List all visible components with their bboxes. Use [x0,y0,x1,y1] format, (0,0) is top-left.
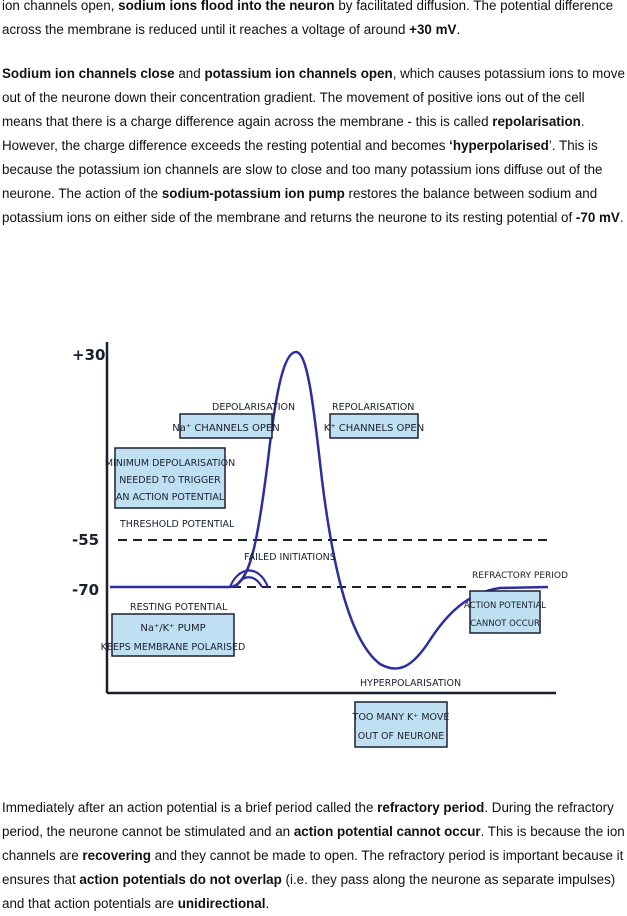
box-text: Na⁺/K⁺ PUMP [140,623,206,634]
bold-text: action potentials do not overlap [79,872,282,887]
text-run: . [619,210,624,225]
bold-text: -70 mV [575,210,620,225]
bold-text: repolarisation [492,114,581,129]
box-text: NEEDED TO TRIGGER [119,475,221,486]
box-text: K⁺ CHANNELS OPEN [323,423,425,434]
action-potential-diagram [0,318,627,768]
text-run: and they cannot be made to open. The refractory period is important because it ensures that [2,848,624,887]
text-run: (i.e. they pass along the neurone as separate impulses) and that action potentials are [2,872,616,911]
label-depolarisation: DEPOLARISATION [212,402,296,413]
box-na-channels-open [172,414,280,438]
bold-text: unidirectional [177,896,266,911]
box-sodium-potassium-pump [101,614,246,656]
paragraph-refractory-period [2,796,626,916]
bold-text: refractory period [377,800,485,815]
box-text: KEEPS MEMBRANE POLARISED [100,642,246,653]
box-action-potential-cannot-occur [464,591,546,633]
text-run: . [456,22,461,37]
text-run: Immediately after an action potential is a brief period called the [2,800,378,815]
bold-text: +30 mV [409,22,457,37]
box-text: CANNOT OCCUR [470,619,540,629]
box-text: MINIMUM DEPOLARISATION [104,458,236,469]
box-too-many-k-move-out [352,702,450,747]
bold-text: recovering [82,848,151,863]
text-run: . This is because the ion channels are [2,824,625,863]
text-run: ion channels open, [2,0,119,13]
y-label-plus30: +30 [72,346,106,364]
label-hyperpolarisation: HYPERPOLARISATION [360,678,462,689]
label-refractory-period: REFRACTORY PERIOD [472,571,568,581]
text-run: . However, the charge difference exceeds the resting potential and becomes [2,114,585,153]
bold-text: ‘hyperpolarised [449,138,549,153]
box-text: AN ACTION POTENTIAL [115,492,225,503]
text-run: . During the refractory period, the neurone cannot be stimulated and an [2,800,614,839]
bold-text: action potential cannot occur [293,824,481,839]
text-run: by facilitated diffusion. The potential difference across the membrane is reduced until it reaches a voltage of around [2,0,614,37]
text-run: restores the balance between sodium and potassium ions on either side of the membrane and returns the neurone to its resting potential of [2,186,598,225]
label-failed-initiations: FAILED INITIATIONS [244,552,336,563]
y-label-minus70: -70 [72,581,100,599]
label-repolarisation: REPOLARISATION [332,402,415,413]
paragraph-sodium-influx [2,0,626,42]
label-resting-potential: RESTING POTENTIAL [130,602,228,613]
box-text: ACTION POTENTIAL [463,601,547,611]
label-threshold-potential: THRESHOLD POTENTIAL [120,519,235,530]
bold-text: potassium ion channels open [204,66,393,81]
bold-text: sodium-potassium ion pump [161,186,345,201]
paragraph-repolarisation [2,62,626,230]
text-run: ’. This is because the potassium ion channels are slow to close and too many potassium ions diffuse out of the neurone. The action of the [2,138,603,201]
box-text: TOO MANY K⁺ MOVE [352,712,450,723]
text-run: . [265,896,270,911]
bold-text: Sodium ion channels close [2,66,175,81]
failed-initiation-bump-2 [236,577,262,587]
box-text: OUT OF NEURONE [357,731,445,742]
box-k-channels-open [324,414,424,438]
y-label-minus55: -55 [72,531,100,549]
text-run: , which causes potassium ions to move out of the neurone down their concentration gradient. The movement of positive ions out of the cell means that there is a charge difference again across the membrane - this is called [2,66,625,129]
box-text: Na⁺ CHANNELS OPEN [172,423,280,434]
box-minimum-depolarisation [105,448,235,508]
bold-text: sodium ions flood into the neuron [118,0,335,13]
text-run: and [174,66,205,81]
